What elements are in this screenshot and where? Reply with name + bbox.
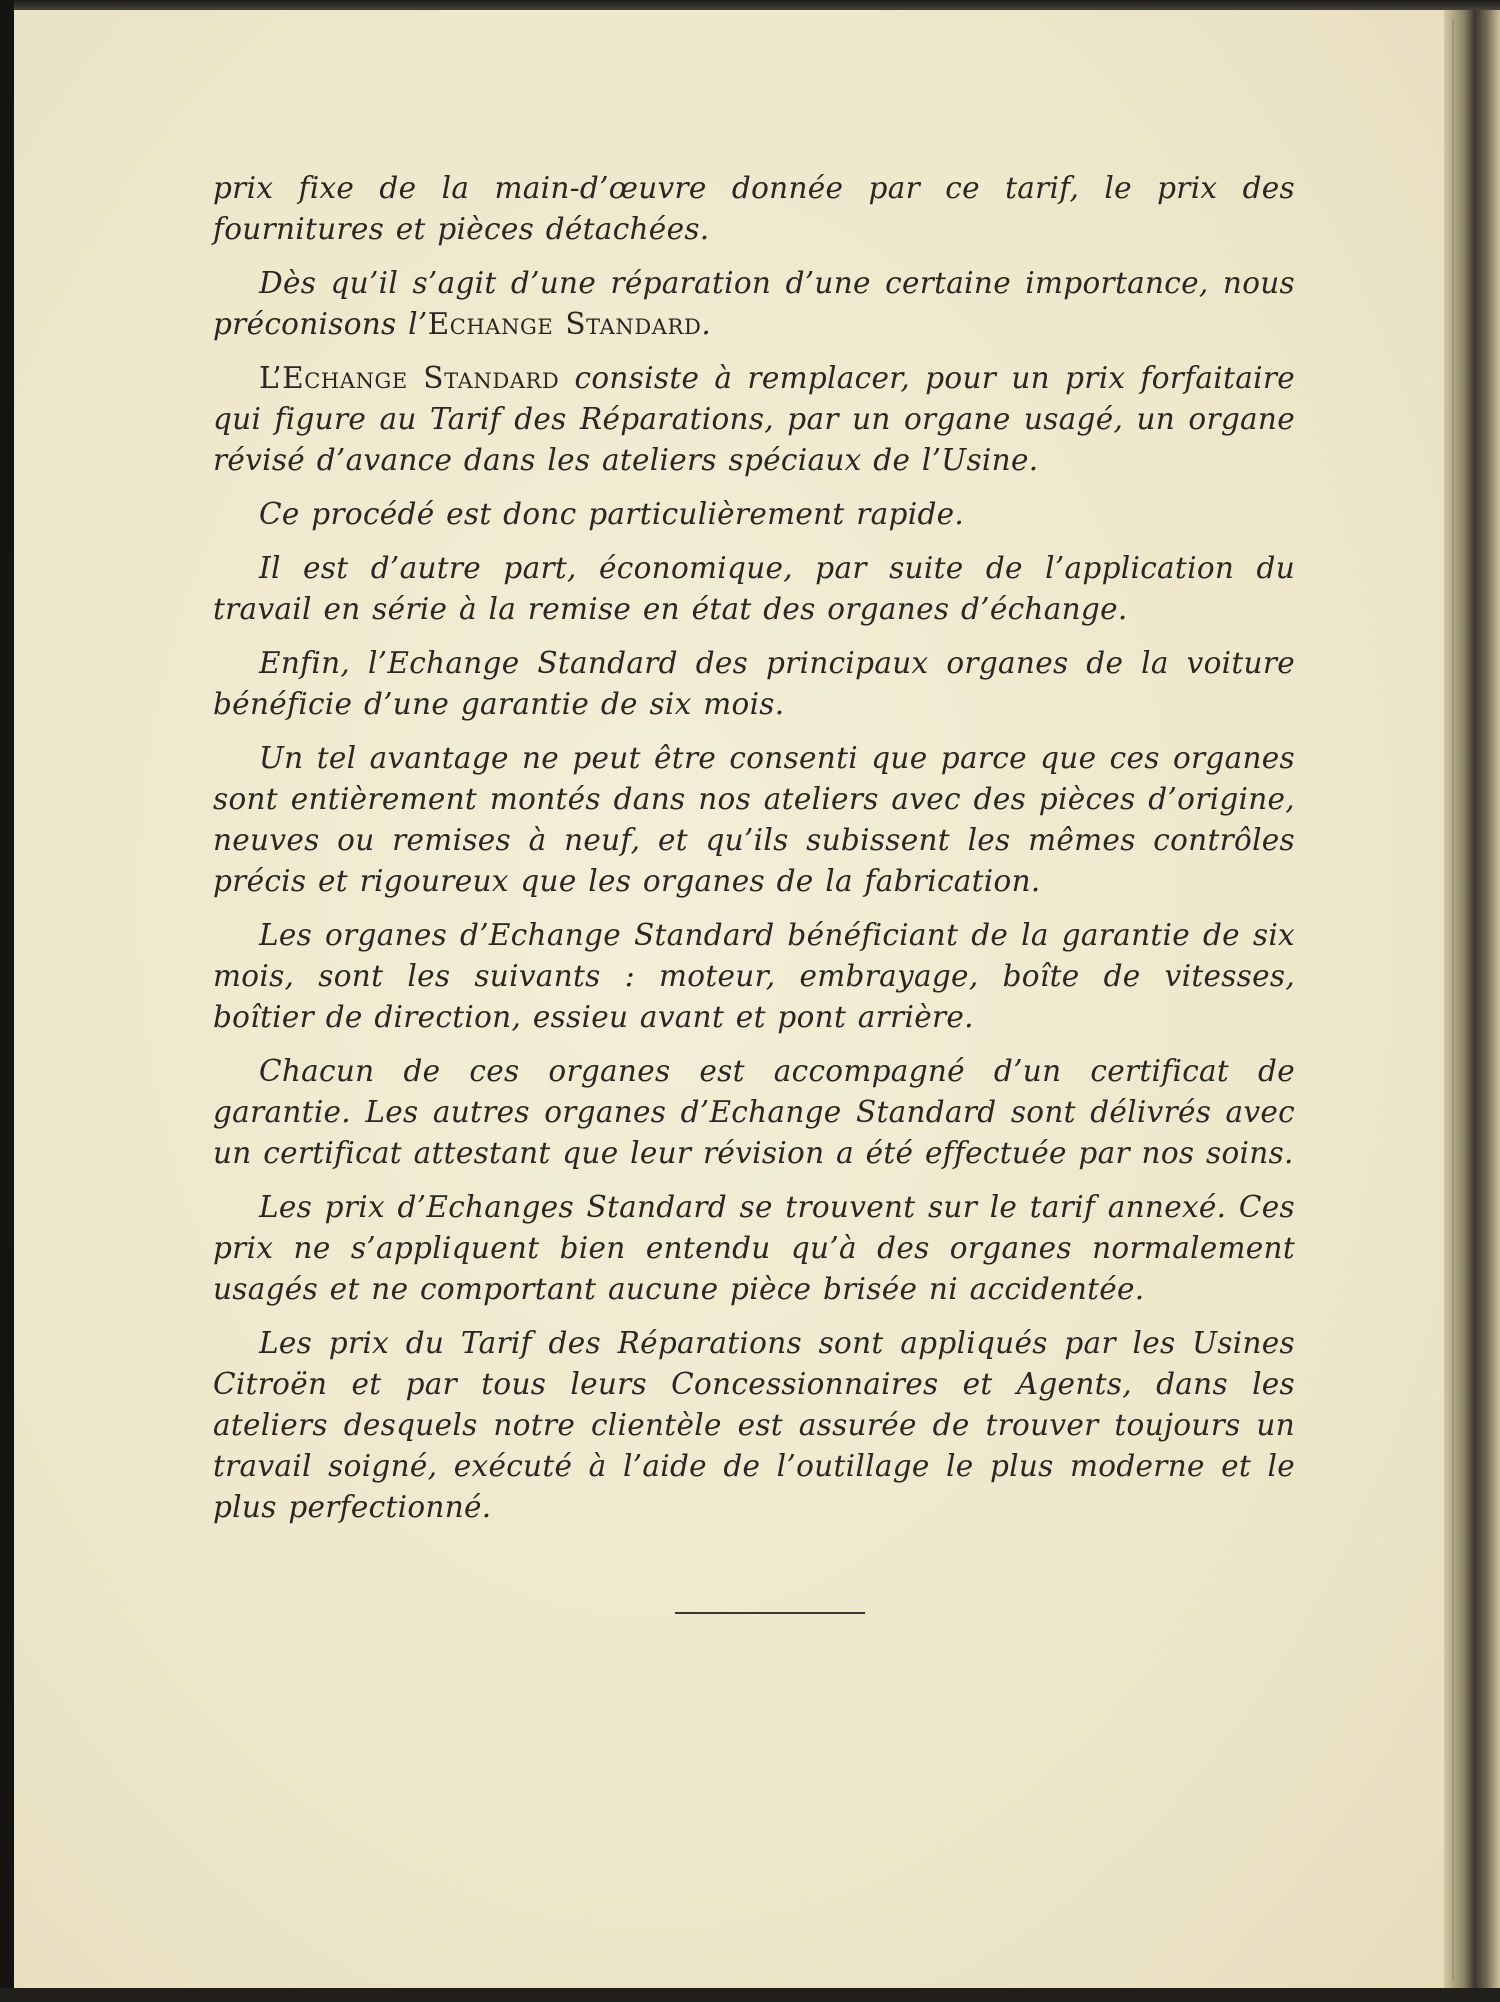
paragraph-2 — [213, 263, 1295, 345]
paragraph-4 — [213, 494, 1295, 535]
paragraph-6 — [213, 643, 1295, 725]
small-caps-term: L’Echange Standard — [259, 361, 560, 395]
small-caps-term: Echange Standard — [427, 307, 702, 341]
scan-top-border — [0, 0, 1500, 10]
paragraph-8 — [213, 915, 1295, 1038]
text-run: . — [701, 307, 712, 341]
closing-rule — [675, 1612, 865, 1614]
text-run: Ce procédé est donc particulièrement rapide. — [259, 497, 965, 531]
body-text — [213, 168, 1295, 1541]
text-run: consiste à remplacer, pour un prix forfaitaire qui figure au Tarif des Réparations, par un organe usagé, un organe révisé d’avance dans les ateliers spéciaux de l’Usine. — [213, 361, 1295, 477]
text-run: Les organes d’Echange Standard bénéficiant de la garantie de six mois, sont les suivants : moteur, embrayage, boîte de vitesses, boîtier de direction, essieu avant et pont arrière. — [213, 918, 1295, 1034]
paragraph-1 — [213, 168, 1295, 250]
paragraph-5 — [213, 548, 1295, 630]
text-run: Dès qu’il s’agit d’une réparation d’une certaine importance, nous préconisons l’ — [213, 266, 1295, 341]
text-run: Chacun de ces organes est accompagné d’un certificat de garantie. Les autres organes d’Echange Standard sont délivrés avec un certificat attestant que leur révision a été effectuée par nos soins. — [213, 1054, 1295, 1170]
text-run: prix fixe de la main-d’œuvre donnée par ce tarif, le prix des fournitures et pièces détachées. — [213, 171, 1295, 246]
text-run: Les prix du Tarif des Réparations sont appliqués par les Usines Citroën et par tous leurs Concessionnaires et Agents, dans les ateliers desquels notre clientèle est assurée de trouver toujours un travail soigné, exécuté à l’aide de l’outillage le plus moderne et le plus perfectionné. — [213, 1326, 1295, 1524]
paragraph-7 — [213, 738, 1295, 902]
text-run: Un tel avantage ne peut être consenti que parce que ces organes sont entièrement montés dans nos ateliers avec des pièces d’origine, neuves ou remises à neuf, et qu’ils subissent les mêmes contrôles précis et rigoureux que les organes de la fabrication. — [213, 741, 1295, 898]
text-run: Il est d’autre part, économique, par suite de l’application du travail en série à la remise en état des organes d’échange. — [213, 551, 1295, 626]
paragraph-9 — [213, 1051, 1295, 1174]
text-run: Les prix d’Echanges Standard se trouvent sur le tarif annexé. Ces prix ne s’appliquent bien entendu qu’à des organes normalement usagés et ne comportant aucune pièce brisée ni accidentée. — [213, 1190, 1295, 1306]
paragraph-11 — [213, 1323, 1295, 1528]
scan-bottom-border — [0, 1988, 1500, 2002]
scan-left-border — [0, 0, 14, 2002]
gutter-crease — [1452, 20, 1454, 1980]
paragraph-10 — [213, 1187, 1295, 1310]
paragraph-3 — [213, 358, 1295, 481]
text-run: Enfin, l’Echange Standard des principaux organes de la voiture bénéficie d’une garantie de six mois. — [213, 646, 1295, 721]
